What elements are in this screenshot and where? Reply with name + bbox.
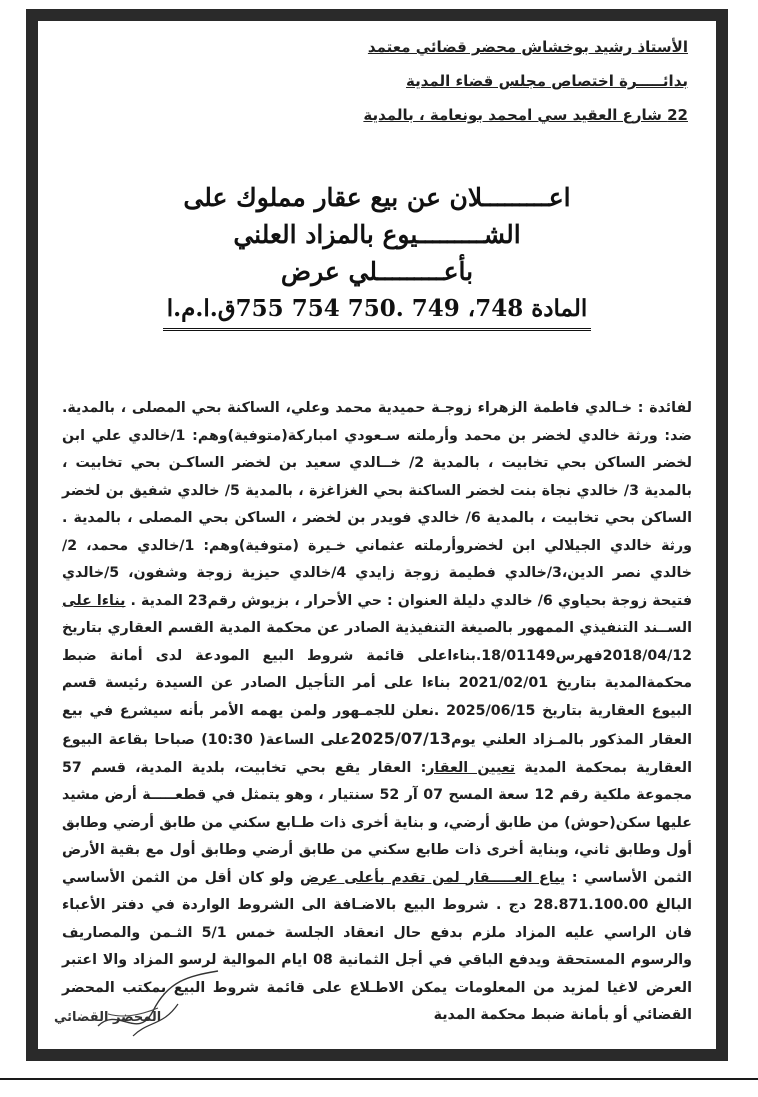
enforcement-text: الســند التنفيذي الممهور بالصيغة التنفيذية الصادر عن محكمة المدية القسم العقاري بتاريخ 2018/04/12فهرس18/01149.بناءاعلى قائمة شروط البيع المودعة لدى أمانة ضبط محكمةالمدية بتاريخ 2021/02/01 بناءا على أمر التأجيل الصادر عن السيدة رئيسة قسم البيوع العقارية بتاريخ 2025/06/15 .نعلن للجمـهور ولمن يهمه الأمر بأنه سيشرع في بيع العقار المذكور بالمـزاد العلني يوم: [62, 620, 693, 748]
bailiff-header: [268, 33, 688, 135]
header-address: 22 شارع العقيد سي امحمد بونعامة ، بالمدية: [363, 106, 688, 124]
header-bailiff-name: الأستاذ رشيد بوخشاش محضر قضائي معتمد: [367, 38, 688, 56]
property-description: : العقار يقع بحي تخابيت، بلدية المدية، قسم 57 مجموعة ملكية رقم 12 سعة المسح 07 آر 52 سنتيار ، وهو يتمثل في قطعـــــة أرض مشيد عليها سكن(حوش) من طابق أرضي، و بناية أخرى ذات طـابع سكني من طابق أرضي وطابق أول وطابق ثاني، وبناية أخرى ذات طابع سكني من طابق أرضي وطابق أول مع بقية الأرض الثمن الأساسي :: [62, 759, 692, 886]
signature-label: المحضر القضائي: [54, 1010, 162, 1025]
header-jurisdiction: بدائـــــرة اختصاص مجلس قضاء المدية: [406, 72, 688, 90]
title-line-2: الشـــــــــيوع بالمزاد العلني: [233, 220, 521, 249]
bottom-rule: [0, 1078, 758, 1080]
auction-time-place: على الساعة( 10:30) صباحا بقاعة البيوع العقارية بمحكمة المدية: [62, 732, 693, 776]
announcement-title: [38, 179, 716, 331]
title-line-1: اعـــــــــلان عن بيع عقار مملوك على: [183, 183, 571, 212]
document-border: [26, 9, 728, 1061]
parties-paragraph: لفائدة : خـالدي فاطمة الزهراء زوجـة حميدية محمد وعلي، الساكنة بحي المصلى ، بالمدية. ضد: ورثة خالدي لخضر بن محمد وأرملته سـعودي امباركة(متوفية)وهم: 1/خالدي علي ابن لخضر الساكن بحي تخابيت ، بالمدية 2/ خــالدي سعيد بن لخضر الساكـن بحي تخابيت ، بالمدية 3/ خالدي نجاة بنت لخضر الساكنة بحي الغزاغزة ، بالمدية 5/ خالدي شفيق بن لخضر الساكن بحي تخابيت ، بالمدية 6/ خالدي فويدر بن لخضر ، الساكن بحي المصلى ، بالمدية . ورثة خالدي الجيلالي ابن لخضروأرملته عثماني خـيرة (متوفية)وهم: 1/خالدي محمد، 2/خالدي نصر الدين،3/خالدي فطيمة زوجة زايدي 4/خالدي حيزية زوجة وشفون، 5/خالدي فتيحة زوجة بحياوي 6/ خالدي دليلة العنوان : حي الأحرار ، بزيوش رقم23 المدية .: [62, 400, 693, 609]
legal-articles: المادة 748، 749 .750 754 755ق.ا.م.ا: [163, 290, 591, 331]
sale-conditions: ولو كان أقل من الثمن الأساسي البالغ 28.871.100.00 دج . شروط البيع بالاضـافة الى الشروط الواردة في دفتر الأعباء فان الراسي عليه المزاد ملزم بدفع حال انعقاد الجلسة خمس 5/1 الثـمن والمصاريف والرسوم المستحقة ويدفع الباقي في أجل الثمانية 08 ايام الموالية لرسو المزاد والا اعتبر العرض لاغيا لمزيد من المعلومات يمكن الاطـلاع على قائمة شروط البيع بمكتب المحضر القضائي أو بأمانة ضبط محكمة المدية: [62, 869, 692, 1023]
property-label: تعيين العقار: [426, 759, 516, 776]
sale-clause: يباع العـــــقار لمن تقدم بأعلى عرض: [300, 869, 566, 886]
title-line-3: بأعـــــــــلي عرض: [280, 257, 474, 286]
document-page: [38, 21, 716, 1049]
signature-scribble: [78, 966, 228, 1050]
auction-date: 2025/07/13: [350, 729, 452, 748]
announcement-body: [62, 395, 692, 1030]
bina-label: بناءا على: [62, 592, 126, 609]
